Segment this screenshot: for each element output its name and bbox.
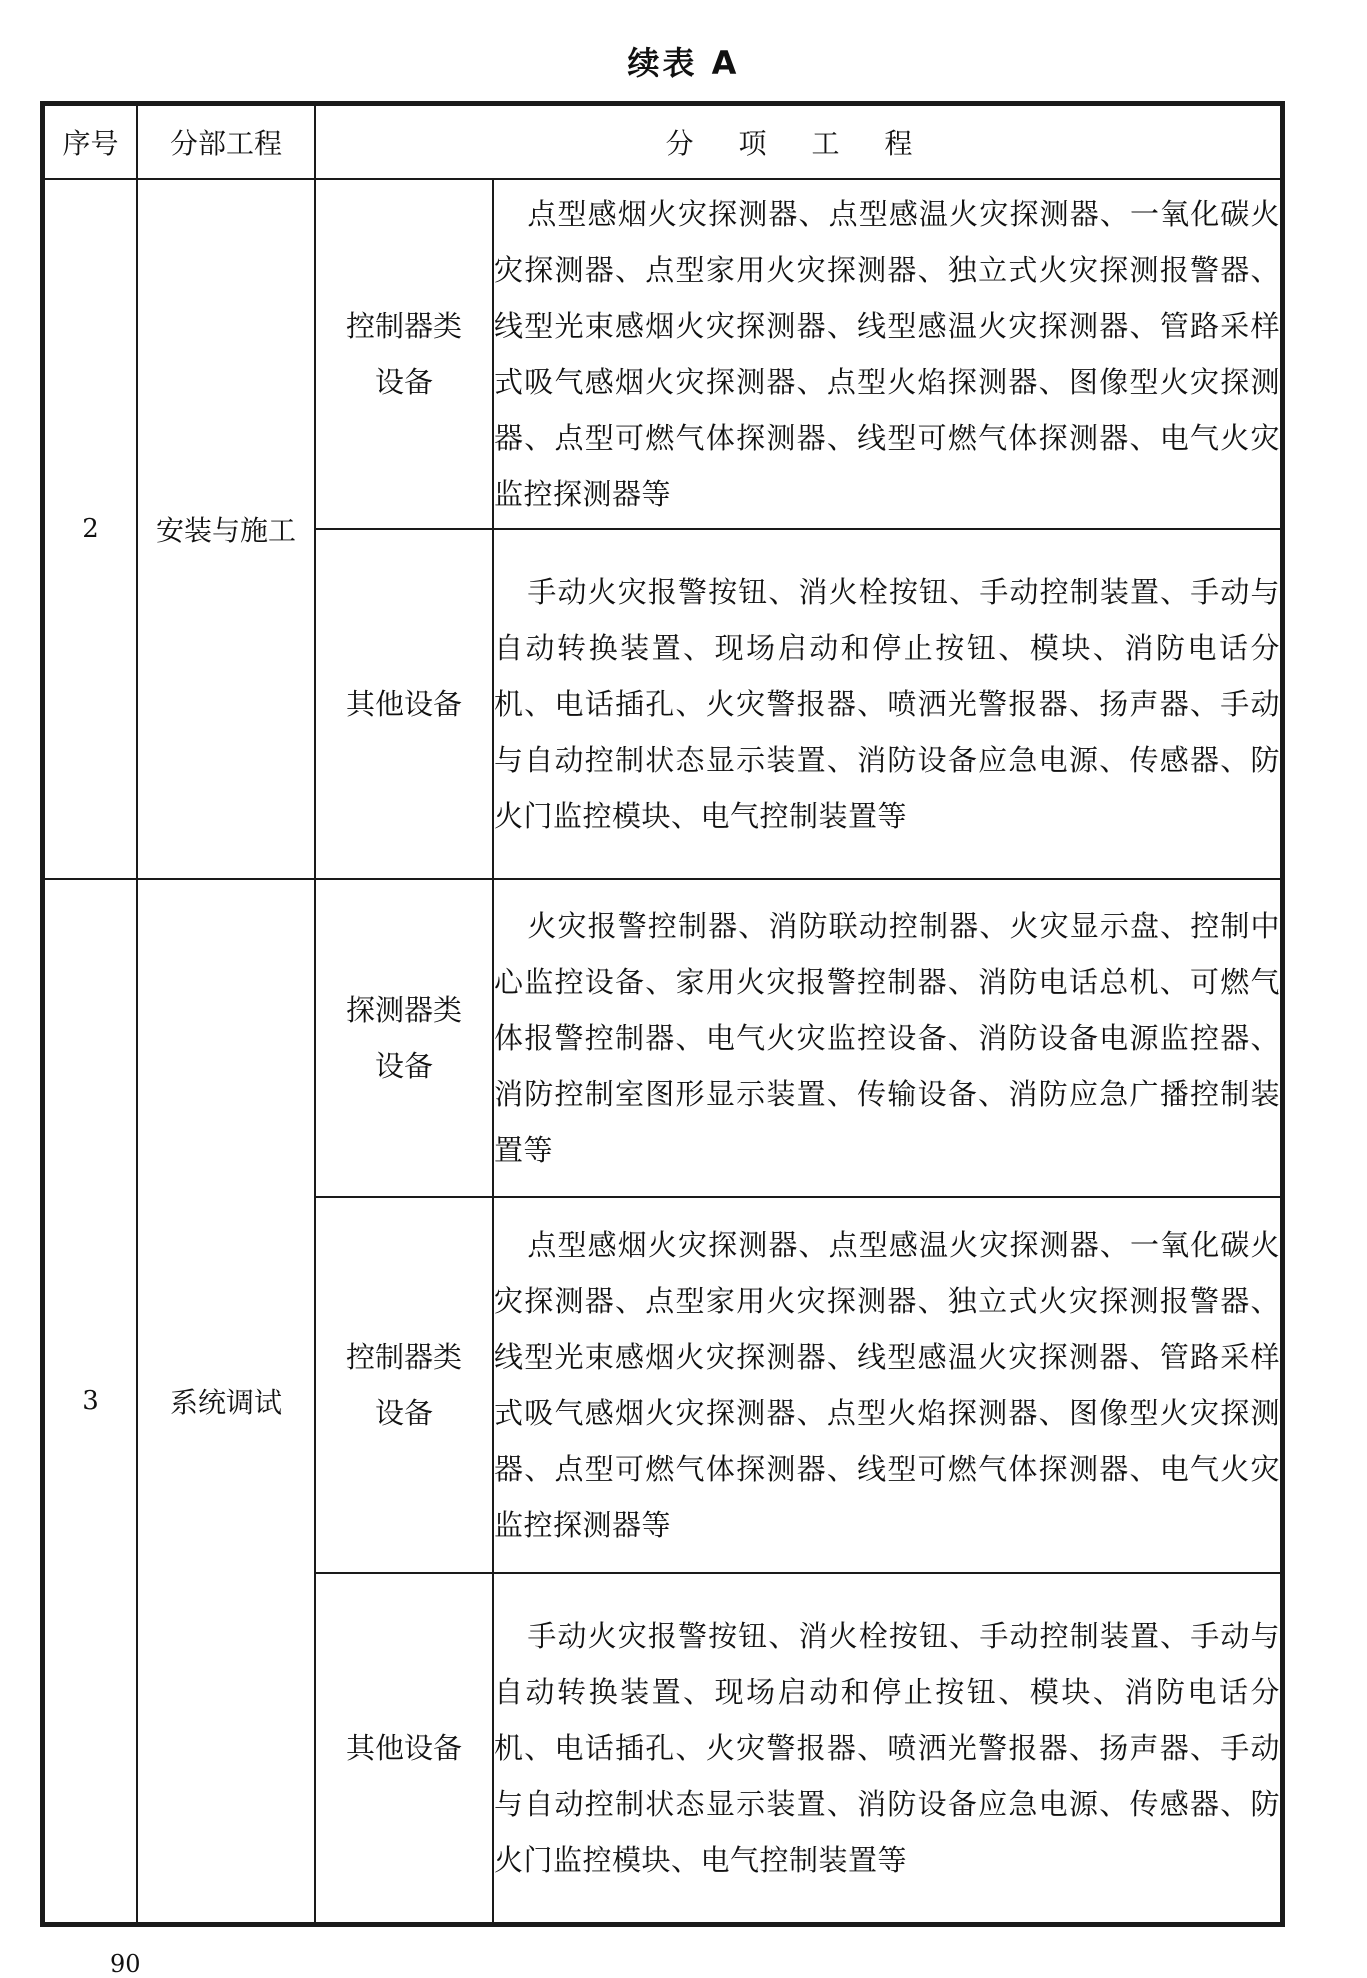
page-number: 90: [110, 1950, 141, 1978]
table-row: [44, 879, 1281, 1197]
category-label: 探测器类设备: [345, 993, 462, 1083]
row-category: [315, 1573, 493, 1923]
row-category: [315, 1197, 493, 1573]
row-serial-number: 2: [44, 179, 137, 879]
row-division-name: 系统调试: [137, 879, 315, 1923]
row-items: 点型感烟火灾探测器、点型感温火灾探测器、一氧化碳火灾探测器、点型家用火灾探测器、独立式火灾探测报警器、线型光束感烟火灾探测器、线型感温火灾探测器、管路采样式吸气感烟火灾探测器、点型火焰探测器、图像型火灾探测器、点型可燃气体探测器、线型可燃气体探测器、电气火灾监控探测器等: [493, 1197, 1281, 1573]
table-title: 续表 A: [627, 44, 740, 82]
category-label: 其他设备: [345, 687, 462, 721]
row-serial-number: 3: [44, 879, 137, 1923]
row-division-name: 安装与施工: [137, 179, 315, 879]
row-category: [315, 529, 493, 879]
row-category: [315, 179, 493, 529]
row-items: 火灾报警控制器、消防联动控制器、火灾显示盘、控制中心监控设备、家用火灾报警控制器、消防电话总机、可燃气体报警控制器、电气火灾监控设备、消防设备电源监控器、消防控制室图形显示装置、传输设备、消防应急广播控制装置等: [493, 879, 1281, 1197]
row-items: 手动火灾报警按钮、消火栓按钮、手动控制装置、手动与自动转换装置、现场启动和停止按钮、模块、消防电话分机、电话插孔、火灾警报器、喷洒光警报器、扬声器、手动与自动控制状态显示装置、消防设备应急电源、传感器、防火门监控模块、电气控制装置等: [493, 529, 1281, 879]
table-row: [44, 179, 1281, 529]
header-division: 分部工程: [137, 105, 315, 179]
category-label: 控制器类设备: [345, 1340, 462, 1430]
row-items: 点型感烟火灾探测器、点型感温火灾探测器、一氧化碳火灾探测器、点型家用火灾探测器、独立式火灾探测报警器、线型光束感烟火灾探测器、线型感温火灾探测器、管路采样式吸气感烟火灾探测器、点型火焰探测器、图像型火灾探测器、点型可燃气体探测器、线型可燃气体探测器、电气火灾监控探测器等: [493, 179, 1281, 529]
category-label: 其他设备: [345, 1731, 462, 1765]
category-label: 控制器类设备: [345, 309, 462, 399]
table-header-row: [44, 105, 1281, 179]
header-serial-number: 序号: [44, 105, 137, 179]
header-subdivision: 分 项 工 程: [315, 105, 1281, 179]
row-items: 手动火灾报警按钮、消火栓按钮、手动控制装置、手动与自动转换装置、现场启动和停止按钮、模块、消防电话分机、电话插孔、火灾警报器、喷洒光警报器、扬声器、手动与自动控制状态显示装置、消防设备应急电源、传感器、防火门监控模块、电气控制装置等: [493, 1573, 1281, 1923]
project-division-table: [43, 104, 1282, 1924]
row-category: [315, 879, 493, 1197]
